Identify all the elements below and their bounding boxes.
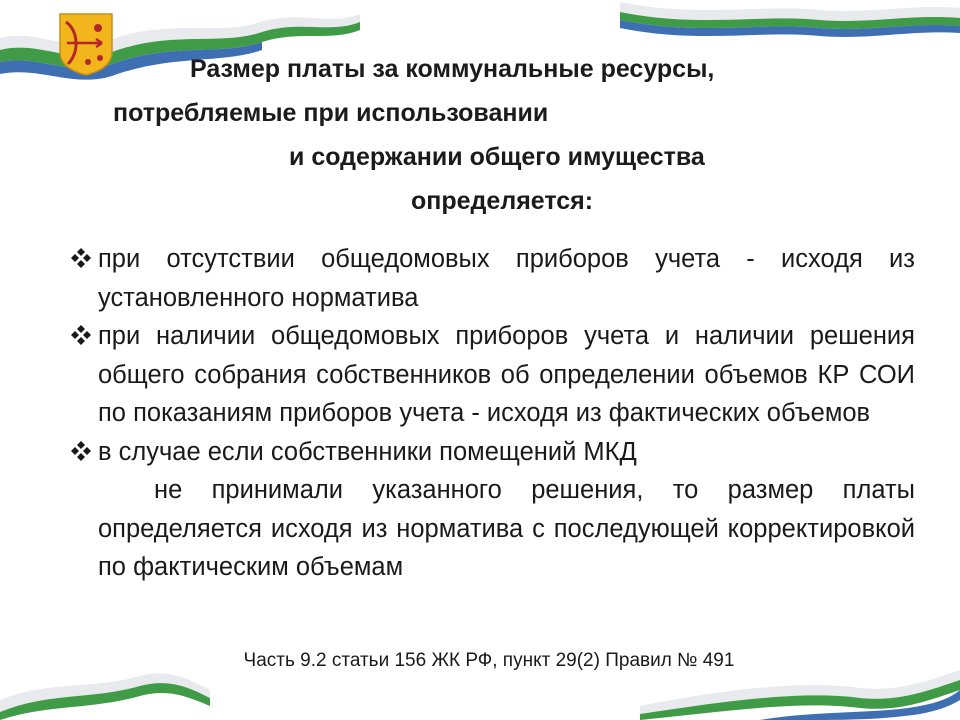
title-line-3: и содержании общего имущества xyxy=(289,143,705,171)
bullet-list xyxy=(70,240,915,587)
footnote-text: Часть 9.2 статьи 156 ЖК РФ, пункт 29(2) Правил № 491 xyxy=(243,650,735,671)
list-item xyxy=(70,317,915,433)
list-item-text: при наличии общедомовых приборов учета и наличии решения общего собрания собственников об определении объемов КР СОИ по показаниям приборов учета - исходя из фактических объемов xyxy=(98,322,915,427)
slide-title xyxy=(0,0,960,225)
list-item xyxy=(70,240,915,317)
title-line-4: определяется: xyxy=(411,187,594,215)
diamond-dots-icon xyxy=(70,324,92,346)
title-line-1: Размер платы за коммунальные ресурсы, xyxy=(190,55,715,83)
list-item xyxy=(70,433,915,587)
list-item-continuation: не принимали указанного решения, то размер платы определяется исходя из норматива с последующей корректировкой по фактическим объемам xyxy=(98,476,915,581)
list-item-text: при отсутствии общедомовых приборов учета - исходя из установленного норматива xyxy=(98,245,915,312)
bottom-ribbon-decoration xyxy=(0,640,960,720)
diamond-dots-icon xyxy=(70,440,92,462)
list-item-text: в случае если собственники помещений МКД xyxy=(98,437,637,466)
diamond-dots-icon xyxy=(70,247,92,269)
title-line-2: потребляемые при использовании xyxy=(113,99,549,127)
